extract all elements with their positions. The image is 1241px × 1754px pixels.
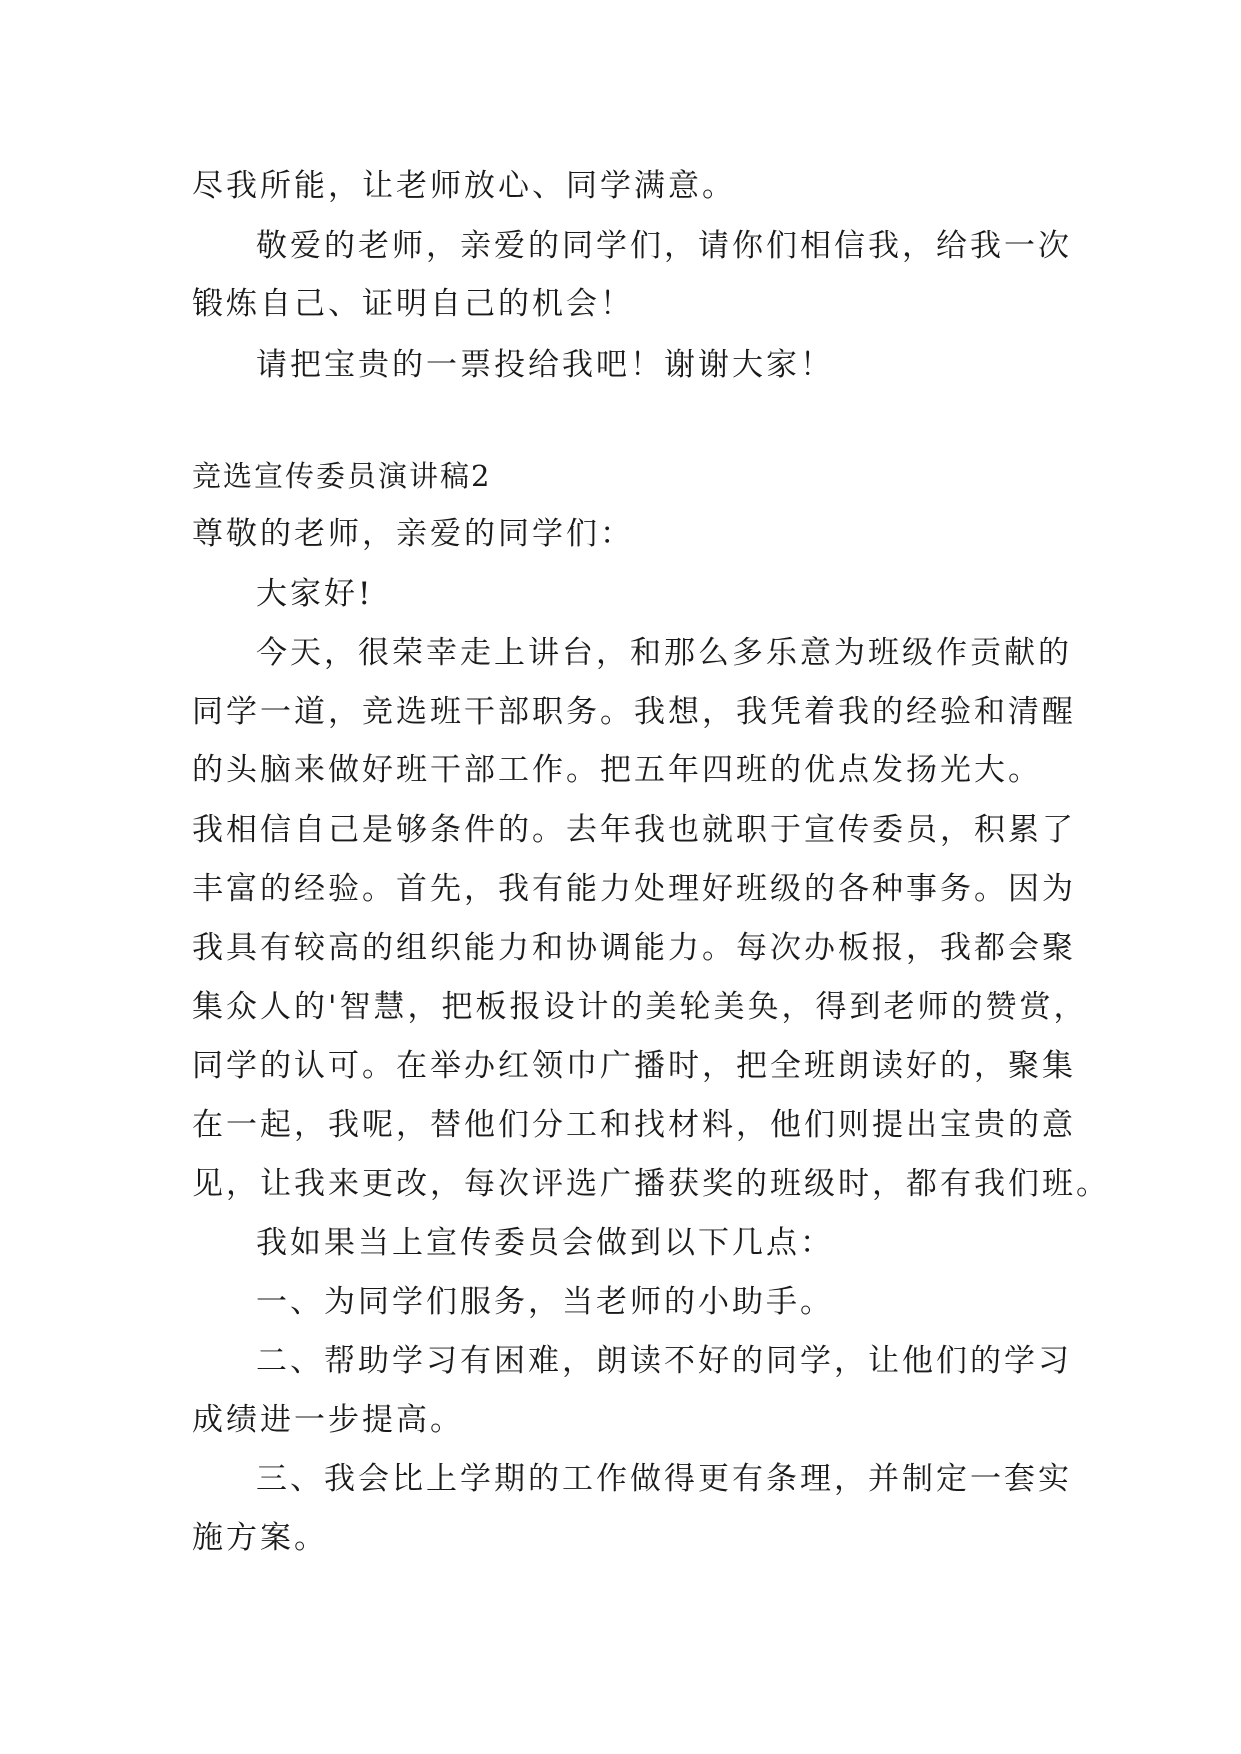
list-item: 一、为同学们服务，当老师的小助手。 — [256, 1284, 834, 1320]
text-line: 见，让我来更改，每次评选广播获奖的班级时，都有我们班。 — [192, 1166, 1110, 1202]
text-line: 集众人的'智慧，把板报设计的美轮美奂，得到老师的赞赏， — [192, 989, 1088, 1025]
text-line: 请把宝贵的一票投给我吧！谢谢大家！ — [256, 347, 834, 383]
text-line: 敬爱的老师，亲爱的同学们，请你们相信我，给我一次 — [256, 228, 1072, 264]
text-line: 同学一道，竞选班干部职务。我想，我凭着我的经验和清醒 — [192, 694, 1076, 730]
text-line: 我具有较高的组织能力和协调能力。每次办板报，我都会聚 — [192, 930, 1076, 966]
text-line: 锻炼自己、证明自己的机会！ — [192, 286, 634, 322]
text-line: 我如果当上宣传委员会做到以下几点： — [256, 1225, 834, 1261]
text-line: 今天，很荣幸走上讲台，和那么多乐意为班级作贡献的 — [256, 635, 1072, 671]
text-line: 施方案。 — [192, 1520, 328, 1556]
text-line: 丰富的经验。首先，我有能力处理好班级的各种事务。因为 — [192, 871, 1076, 907]
list-item: 三、我会比上学期的工作做得更有条理，并制定一套实 — [256, 1461, 1072, 1497]
text-line: 成绩进一步提高。 — [192, 1402, 464, 1438]
salutation: 尊敬的老师，亲爱的同学们： — [192, 516, 634, 552]
list-item: 二、帮助学习有困难，朗读不好的同学，让他们的学习 — [256, 1343, 1072, 1379]
text-line: 尽我所能，让老师放心、同学满意。 — [192, 168, 736, 204]
section-title: 竞选宣传委员演讲稿2 — [192, 459, 492, 493]
text-line: 的头脑来做好班干部工作。把五年四班的优点发扬光大。 — [192, 752, 1042, 788]
greeting: 大家好! — [256, 576, 374, 612]
text-line: 在一起，我呢，替他们分工和找材料，他们则提出宝贵的意 — [192, 1107, 1076, 1143]
text-line: 我相信自己是够条件的。去年我也就职于宣传委员，积累了 — [192, 812, 1076, 848]
text-line: 同学的认可。在举办红领巾广播时，把全班朗读好的，聚集 — [192, 1048, 1076, 1084]
